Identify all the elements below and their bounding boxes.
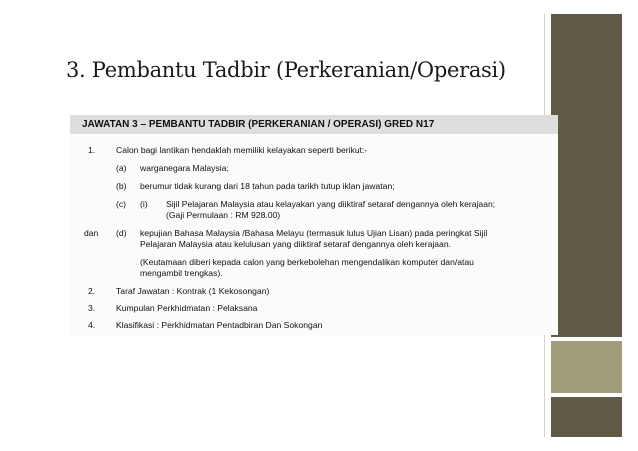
item-3-number: 3.: [88, 303, 96, 313]
item-1d-label: (d): [116, 228, 127, 238]
item-1d-line1: kepujian Bahasa Malaysia /Bahasa Melayu (termasuk lulus Ujian Lisan) pada peringkat Sijil: [140, 228, 488, 238]
item-3-text: Kumpulan Perkhidmatan : Pelaksana: [116, 303, 258, 313]
item-1d-note2: mengambil trengkas).: [140, 268, 223, 278]
sidebar-block-middle: [551, 341, 622, 393]
sidebar-block-top: [551, 14, 622, 337]
item-4-text: Klasifikasi : Perkhidmatan Pentadbiran Dan Sokongan: [116, 320, 323, 330]
item-2-text: Taraf Jawatan : Kontrak (1 Kekosongan): [116, 286, 270, 296]
item-1a-label: (a): [116, 163, 127, 173]
item-4-number: 4.: [88, 320, 96, 330]
slide-title: 3. Pembantu Tadbir (Perkeranian/Operasi): [66, 58, 506, 82]
item-2-number: 2.: [88, 286, 96, 296]
item-1c-sub-label: (i): [140, 199, 148, 209]
item-1-number: 1.: [88, 145, 96, 155]
item-1-text: Calon bagi lantikan hendaklah memiliki kelayakan seperti berikut:-: [116, 145, 368, 155]
item-1a-text: warganegara Malaysia;: [140, 163, 229, 173]
item-1c-line2: (Gaji Permulaan : RM 928.00): [166, 210, 281, 220]
item-1d-note1: (Keutamaan diberi kepada calon yang berkebolehan mengendalikan komputer dan/atau: [140, 257, 474, 267]
document-heading: JAWATAN 3 – PEMBANTU TADBIR (PERKERANIAN / OPERASI) GRED N17: [70, 115, 558, 134]
dan-connector: dan: [84, 228, 99, 238]
item-1c-line1: Sijil Pelajaran Malaysia atau kelayakan yang diiktiraf setaraf dengannya oleh kerajaan;: [166, 199, 496, 209]
sidebar-block-bottom: [551, 397, 622, 437]
item-1b-label: (b): [116, 181, 127, 191]
item-1d-line2: Pelajaran Malaysia atau kelulusan yang diiktiraf setaraf dengannya oleh kerajaan.: [140, 239, 452, 249]
item-1b-text: berumur tidak kurang dari 18 tahun pada tarikh tutup iklan jawatan;: [140, 181, 395, 191]
item-1c-label: (c): [116, 199, 127, 209]
